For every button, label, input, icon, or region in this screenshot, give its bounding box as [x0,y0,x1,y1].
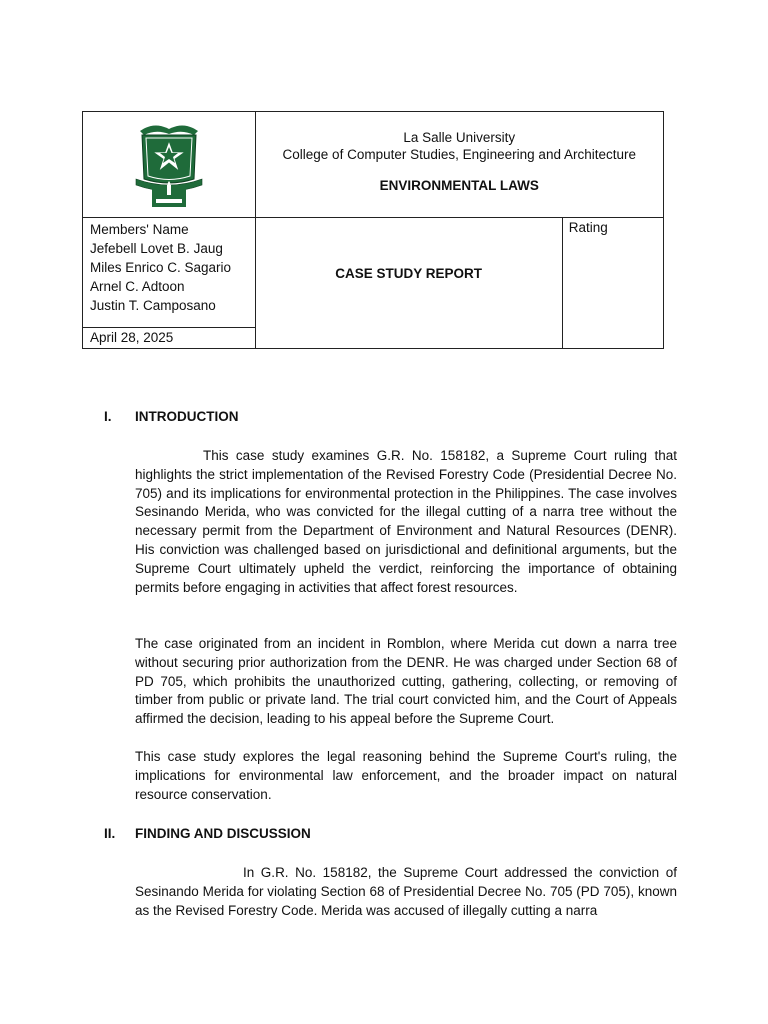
report-title-cell [255,218,562,349]
paragraph: This case study examines G.R. No. 158182, a Supreme Court ruling that highlights the strict implementation of the Revised Forestry Code (Presidential Decree No. 705) and its implications for environmental protection in the Philippines. The case involves Sesinando Merida, who was convicted for the illegal cutting of a narra tree without the necessary permit from the Department of Environment and Natural Resources (DENR). His conviction was challenged based on jurisdictional and definitional arguments, but the Supreme Court ultimately upheld the verdict, reinforcing the importance of obtaining permits before engaging in activities that affect forest resources. [135,448,677,595]
paragraph: In G.R. No. 158182, the Supreme Court addressed the conviction of Sesinando Merida for violating Section 68 of Presidential Decree No. 705 (PD 705), known as the Revised Forestry Code. Merida was accused of illegally cutting a narra [135,865,677,918]
university-name: La Salle University [403,130,516,145]
member-name: Justin T. Camposano [90,298,216,313]
members-cell [83,218,256,349]
logo-cell [83,112,256,218]
section-title: FINDING AND DISCUSSION [135,826,311,841]
section-number: II. [104,826,116,841]
rating-cell [562,218,663,349]
university-seal-logo [134,121,204,211]
paragraph: This case study explores the legal reasoning behind the Supreme Court's ruling, the implications for environmental law enforcement, and the broader impact on natural resource conservation. [135,749,677,802]
member-name: Miles Enrico C. Sagario [90,260,232,275]
report-title: CASE STUDY REPORT [335,265,483,281]
section-heading-introduction [104,409,239,424]
section-heading-findings [104,826,311,841]
title-cell [255,112,663,218]
section-title: INTRODUCTION [135,409,239,424]
subject-title: ENVIRONMENTAL LAWS [379,178,539,193]
section-number: I. [104,409,112,424]
paragraph: The case originated from an incident in Romblon, where Merida cut down a narra tree without securing prior authorization from the DENR. He was charged under Section 68 of PD 705, which prohibits the unauthorized cutting, gathering, collecting, or removing of timber from public or private land. The trial court convicted him, and the Court of Appeals affirmed the decision, leading to his appeal before the Supreme Court. [135,636,677,727]
report-date: April 28, 2025 [90,330,174,345]
header-table [82,111,664,349]
rating-label: Rating [568,220,608,235]
members-label: Members' Name [90,222,189,237]
member-name: Arnel C. Adtoon [90,279,185,294]
members-list [83,218,255,328]
college-name: College of Computer Studies, Engineering and Architecture [282,147,636,162]
member-name: Jefebell Lovet B. Jaug [90,241,223,256]
